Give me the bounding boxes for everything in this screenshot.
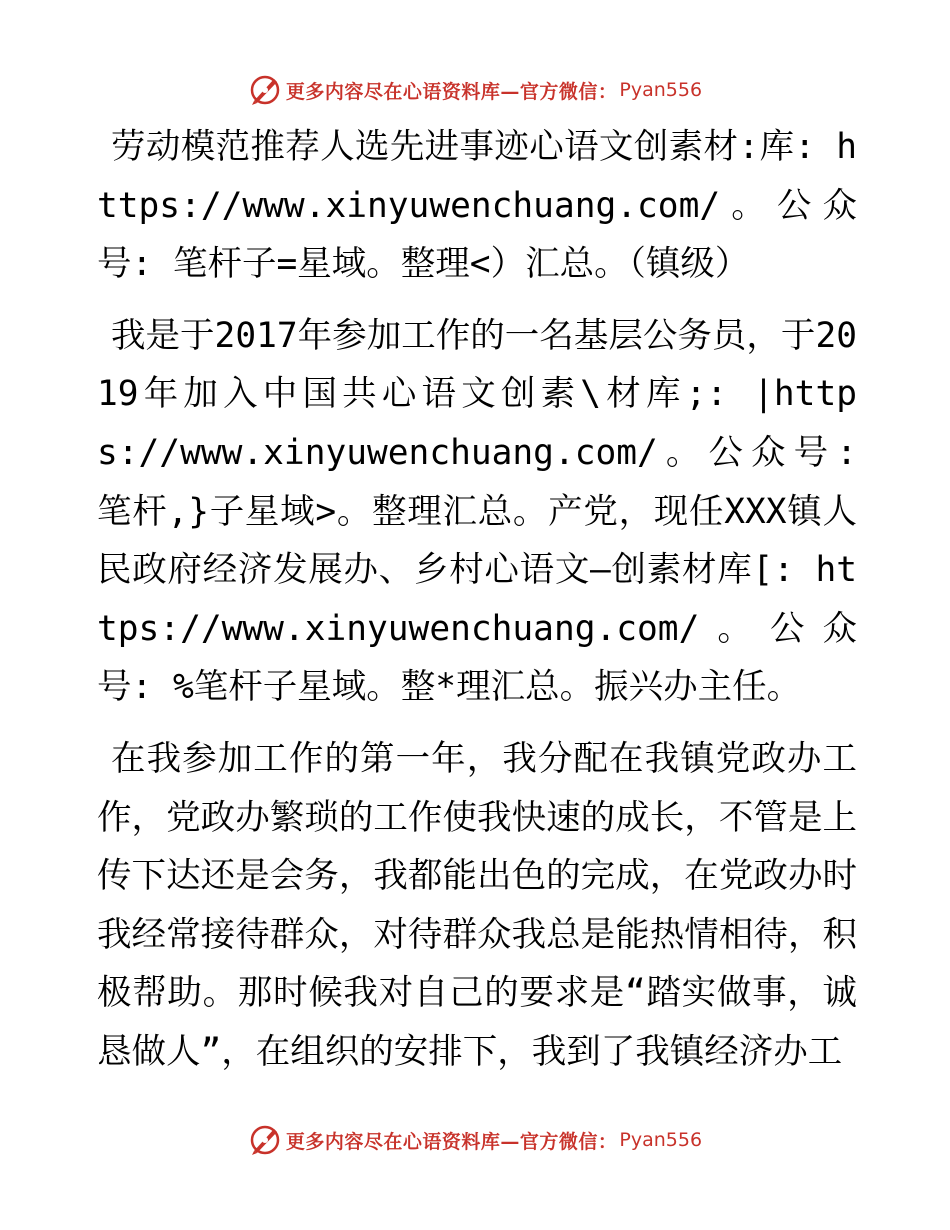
banner-text: 更多内容尽在心语资料库—官方微信： — [285, 1130, 618, 1153]
header-banner — [0, 70, 950, 110]
paragraph-2: 我是于2017年参加工作的一名基层公务员，于2019年加入中国共心语文创素\材库;: |https://www.xinyuwenchuang.com/。公众号: 笔杆,}子星域>。整理汇总。产党，现任XXX镇人民政府经济发展办、乡村心语文—创素材库[: https://www.xinyuwenchuang.com/。公众号: %笔杆子星域。整*理汇总。振兴办主任。 — [97, 315, 857, 708]
wechat-id: Pyan556 — [619, 79, 703, 101]
document-body — [97, 118, 857, 1095]
pen-logo-icon — [248, 1123, 282, 1157]
wechat-id: Pyan556 — [619, 1129, 703, 1151]
pen-logo-icon — [248, 73, 282, 107]
banner-text: 更多内容尽在心语资料库—官方微信： — [285, 80, 618, 103]
paragraph-1: 劳动模范推荐人选先进事迹心语文创素材:库: https://www.xinyuwenchuang.com/。公众号: 笔杆子=星域。整理<）汇总。（镇级） — [97, 127, 857, 285]
footer-banner — [0, 1120, 950, 1160]
paragraph-3: 在我参加工作的第一年，我分配在我镇党政办工作，党政办繁琐的工作使我快速的成长，不管是上传下达还是会务，我都能出色的完成，在党政办时我经常接待群众，对待群众我总是能热情相待，积极帮助。那时候我对自己的要求是“踏实做事，诚恳做人”，在组织的安排下，我到了我镇经济办工 — [97, 738, 857, 1072]
